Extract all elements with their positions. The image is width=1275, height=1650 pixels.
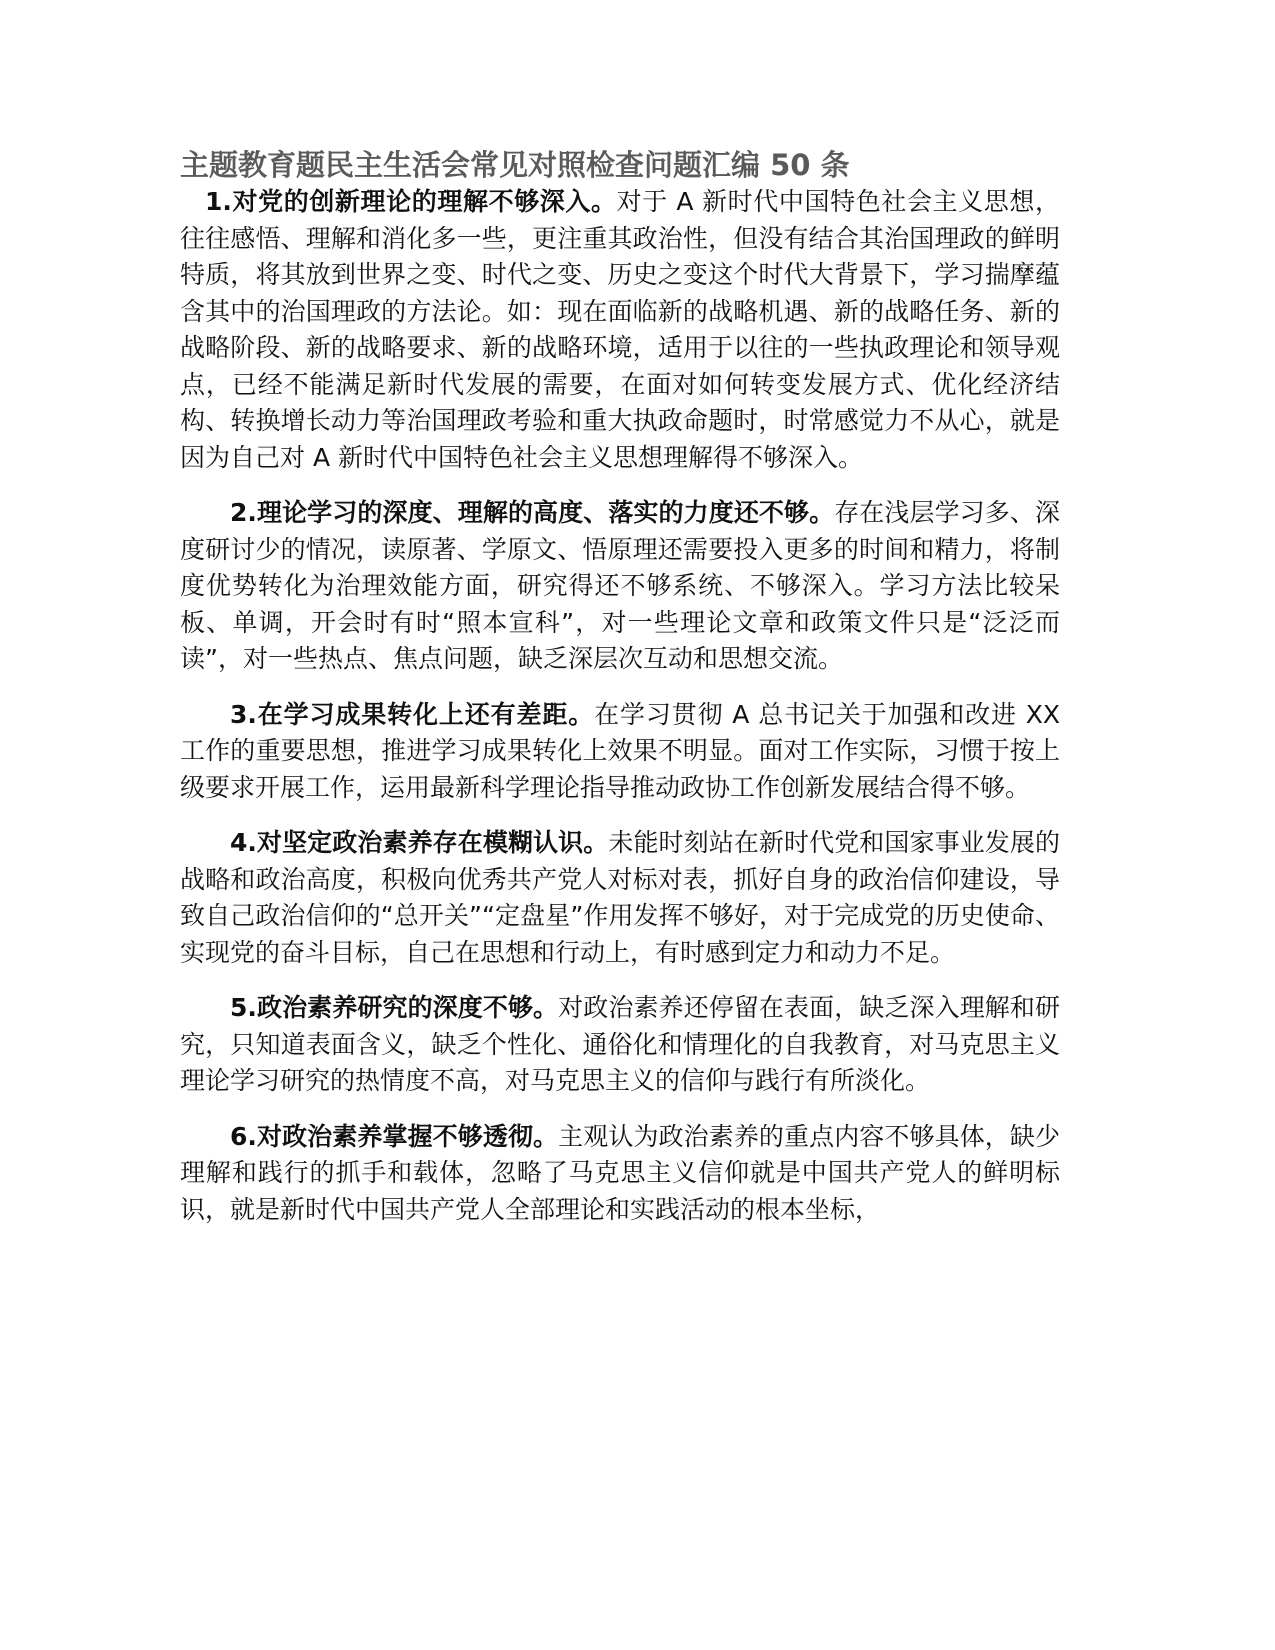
issue-paragraph-2	[180, 495, 1060, 678]
issue-heading-5: 5.政治素养研究的深度不够。	[230, 993, 559, 1022]
issue-paragraph-4	[180, 825, 1060, 971]
issue-heading-1: 1.对党的创新理论的理解不够深入。	[205, 187, 617, 216]
issue-paragraph-1	[180, 184, 1060, 476]
issue-body-2: 存在浅层学习多、深度研讨少的情况，读原著、学原文、悟原理还需要投入更多的时间和精力，将制度优势转化为治理效能方面，研究得还不够系统、不够深入。学习方法比较呆板、单调，开会时有时“照本宣科”，对一些理论文章和政策文件只是“泛泛而读”，对一些热点、焦点问题，缺乏深层次互动和思想交流。	[180, 498, 1060, 673]
issue-body-5: 对政治素养还停留在表面，缺乏深入理解和研究，只知道表面含义，缺乏个性化、通俗化和情理化的自我教育，对马克思主义理论学习研究的热情度不高，对马克思主义的信仰与践行有所淡化。	[180, 993, 1060, 1095]
issue-heading-3: 3.在学习成果转化上还有差距。	[230, 699, 595, 729]
issue-body-3: 在学习贯彻 A 总书记关于加强和改进 XX 工作的重要思想，推进学习成果转化上效果不明显。面对工作实际，习惯于按上级要求开展工作，运用最新科学理论指导推动政协工作创新发展结合得不够。	[180, 699, 1060, 802]
issue-paragraph-5	[180, 990, 1060, 1100]
issue-body-4: 未能时刻站在新时代党和国家事业发展的战略和政治高度，积极向优秀共产党人对标对表，抓好自身的政治信仰建设，导致自己政治信仰的“总开关”“定盘星”作用发挥不够好，对于完成党的历史使命、实现党的奋斗目标，自己在思想和行动上，有时感到定力和动力不足。	[180, 828, 1060, 967]
issue-paragraph-6	[180, 1119, 1060, 1229]
document-title: 主题教育题民主生活会常见对照检查问题汇编 50 条	[180, 148, 850, 182]
issue-heading-4: 4.对坚定政治素养存在模糊认识。	[230, 828, 609, 857]
issue-paragraph-3	[180, 697, 1060, 807]
issue-body-1: 对于 A 新时代中国特色社会主义思想，往往感悟、理解和消化多一些，更注重其政治性，但没有结合其治国理政的鲜明特质，将其放到世界之变、时代之变、历史之变这个时代大背景下，学习揣摩蕴含其中的治国理政的方法论。如：现在面临新的战略机遇、新的战略任务、新的战略阶段、新的战略要求、新的战略环境，适用于以往的一些执政理论和领导观点，已经不能满足新时代发展的需要，在面对如何转变发展方式、优化经济结构、转换增长动力等治国理政考验和重大执政命题时，时常感觉力不从心，就是因为自己对 A 新时代中国特色社会主义思想理解得不够深入。	[180, 187, 1060, 472]
issue-heading-6: 6.对政治素养掌握不够透彻。	[230, 1121, 559, 1151]
issue-body-6: 主观认为政治素养的重点内容不够具体，缺少理解和践行的抓手和载体，忽略了马克思主义信仰就是中国共产党人的鲜明标识，就是新时代中国共产党人全部理论和实践活动的根本坐标，	[180, 1121, 1060, 1224]
issue-heading-2: 2.理论学习的深度、理解的高度、落实的力度还不够。	[230, 498, 835, 527]
document-page	[180, 146, 1060, 1247]
